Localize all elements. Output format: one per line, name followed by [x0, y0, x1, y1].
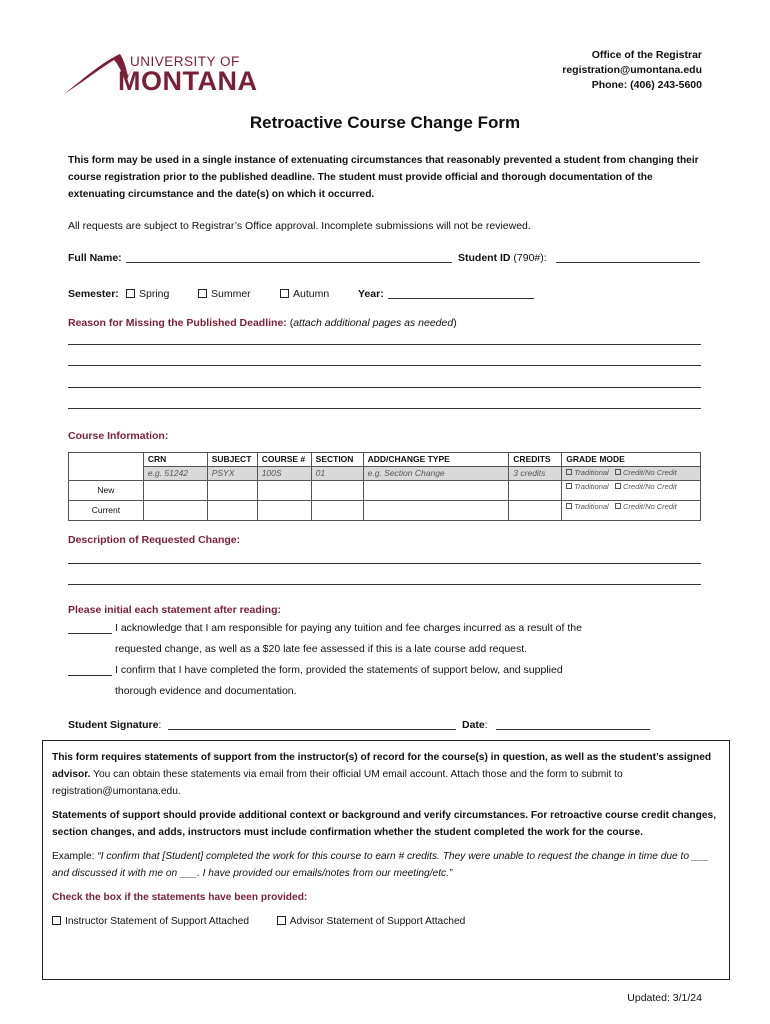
instructor-statement-option[interactable]: Instructor Statement of Support Attached: [52, 916, 249, 927]
col-add-change-type: ADD/CHANGE TYPE: [363, 453, 509, 467]
form-title: Retroactive Course Change Form: [249, 113, 521, 132]
box-paragraph-2: Statements of support should provide additional context or background and verify circumstances. For retroactive course credit changes, section changes, and adds, instructors must include confirmation whether the student completed the work for the course.: [52, 810, 717, 838]
col-credits: CREDITS: [509, 453, 562, 467]
new-subject-cell[interactable]: [207, 481, 257, 501]
table-row: [69, 501, 701, 521]
semester-spring[interactable]: Spring: [126, 288, 169, 300]
student-id-field[interactable]: [556, 262, 700, 263]
description-line-1[interactable]: [68, 563, 701, 564]
new-credits-cell[interactable]: [509, 481, 562, 501]
all-requests-note: All requests are subject to Registrar’s Office approval. Incomplete submissions will not be reviewed.: [68, 220, 531, 232]
signature-field[interactable]: [168, 729, 456, 730]
box-checkboxes: [52, 913, 720, 930]
date-label: Date:: [462, 719, 488, 731]
university-logo: [62, 50, 292, 100]
updated-date: Updated: 3/1/24: [627, 992, 702, 1004]
new-type-cell[interactable]: [363, 481, 509, 501]
semester-summer[interactable]: Summer: [198, 288, 251, 300]
full-name-label: Full Name:: [68, 252, 122, 264]
current-credits-cell[interactable]: [509, 501, 562, 521]
example-type: e.g. Section Change: [363, 467, 509, 481]
row-label-current: Current: [69, 501, 144, 521]
initial-field-2[interactable]: [68, 675, 112, 676]
support-statement-box: [42, 740, 730, 980]
statement-1-line-b: requested change, as well as a $20 late fee assessed if this is a late course add request.: [115, 643, 528, 655]
current-section-cell[interactable]: [311, 501, 363, 521]
reason-line-3[interactable]: [68, 387, 701, 388]
col-subject: SUBJECT: [207, 453, 257, 467]
col-course: COURSE #: [257, 453, 311, 467]
col-grade-mode: GRADE MODE: [562, 453, 701, 467]
box-paragraph-1: This form requires statements of support from the instructor(s) of record for the course(s) in question, as well as the student’s assigned advisor. You can obtain these statements via email from their official UM email account. Attach those and the form to submit to registration@umontana.edu.: [52, 752, 712, 797]
new-grade-mode-cell[interactable]: Traditional Credit/No Credit: [562, 481, 701, 501]
course-info-table: [68, 452, 701, 521]
autumn-checkbox[interactable]: [280, 289, 289, 298]
reason-label-row: Reason for Missing the Published Deadline: (attach additional pages as needed): [68, 317, 457, 329]
current-type-cell[interactable]: [363, 501, 509, 521]
example-grade-mode: Traditional Credit/No Credit: [562, 467, 701, 481]
semester-autumn[interactable]: Autumn: [280, 288, 329, 300]
example-subject: PSYX: [207, 467, 257, 481]
new-course-cell[interactable]: [257, 481, 311, 501]
current-grade-mode-cell[interactable]: Traditional Credit/No Credit: [562, 501, 701, 521]
current-subject-cell[interactable]: [207, 501, 257, 521]
date-field[interactable]: [496, 729, 650, 730]
summer-checkbox[interactable]: [198, 289, 207, 298]
year-field[interactable]: [388, 298, 534, 299]
table-corner: [69, 453, 144, 481]
statement-1-line-a: I acknowledge that I am responsible for paying any tuition and fee charges incurred as a result of the: [115, 622, 582, 634]
advisor-statement-option[interactable]: Advisor Statement of Support Attached: [277, 916, 466, 927]
table-row: [69, 481, 701, 501]
reason-line-2[interactable]: [68, 365, 701, 366]
box-check-label: Check the box if the statements have been provided:: [52, 892, 308, 903]
course-info-label: Course Information:: [68, 430, 169, 442]
example-credits: 3 credits: [509, 467, 562, 481]
description-label: Description of Requested Change:: [68, 534, 241, 546]
semester-label: Semester:: [68, 288, 119, 300]
advisor-checkbox[interactable]: [277, 916, 286, 925]
statement-2-line-b: thorough evidence and documentation.: [115, 685, 297, 697]
current-crn-cell[interactable]: [143, 501, 207, 521]
signature-label: Student Signature:: [68, 719, 162, 731]
description-line-2[interactable]: [68, 584, 701, 585]
year-label: Year:: [358, 288, 384, 300]
registrar-contact: [562, 48, 702, 93]
new-section-cell[interactable]: [311, 481, 363, 501]
initial-field-1[interactable]: [68, 633, 112, 634]
current-course-cell[interactable]: [257, 501, 311, 521]
example-crn: e.g. 51242: [143, 467, 207, 481]
office-name: Office of the Registrar: [591, 49, 702, 61]
reason-line-1[interactable]: [68, 344, 701, 345]
initial-label: Please initial each statement after reading:: [68, 604, 281, 616]
logo-montana: MONTANA: [118, 66, 258, 96]
instructor-checkbox[interactable]: [52, 916, 61, 925]
intro-text: This form may be used in a single instance of extenuating circumstances that reasonably prevented a student from changing their course registration prior to the published deadline. The student must provide official and thorough documentation of the extenuating circumstance and the date(s) on which it occurred.: [68, 155, 699, 200]
row-label-new: New: [69, 481, 144, 501]
col-crn: CRN: [143, 453, 207, 467]
student-id-label: Student ID (790#):: [458, 252, 547, 264]
reason-line-4[interactable]: [68, 408, 701, 409]
table-example-row: [69, 467, 701, 481]
statement-2-line-a: I confirm that I have completed the form, provided the statements of support below, and supplied: [115, 664, 563, 676]
office-email: registration@umontana.edu: [562, 64, 702, 76]
logo-university-of: UNIVERSITY OF: [130, 54, 240, 69]
box-example: Example: “I confirm that [Student] completed the work for this course to earn # credits. They were unable to request the change in time due to ___ and discussed it with me on ___. I have provided our emails/notes from our meeting/etc.”: [52, 851, 709, 879]
table-header-row: [69, 453, 701, 467]
example-course: 100S: [257, 467, 311, 481]
col-section: SECTION: [311, 453, 363, 467]
example-section: 01: [311, 467, 363, 481]
full-name-field[interactable]: [126, 262, 452, 263]
new-crn-cell[interactable]: [143, 481, 207, 501]
office-phone: Phone: (406) 243-5600: [591, 79, 702, 91]
spring-checkbox[interactable]: [126, 289, 135, 298]
